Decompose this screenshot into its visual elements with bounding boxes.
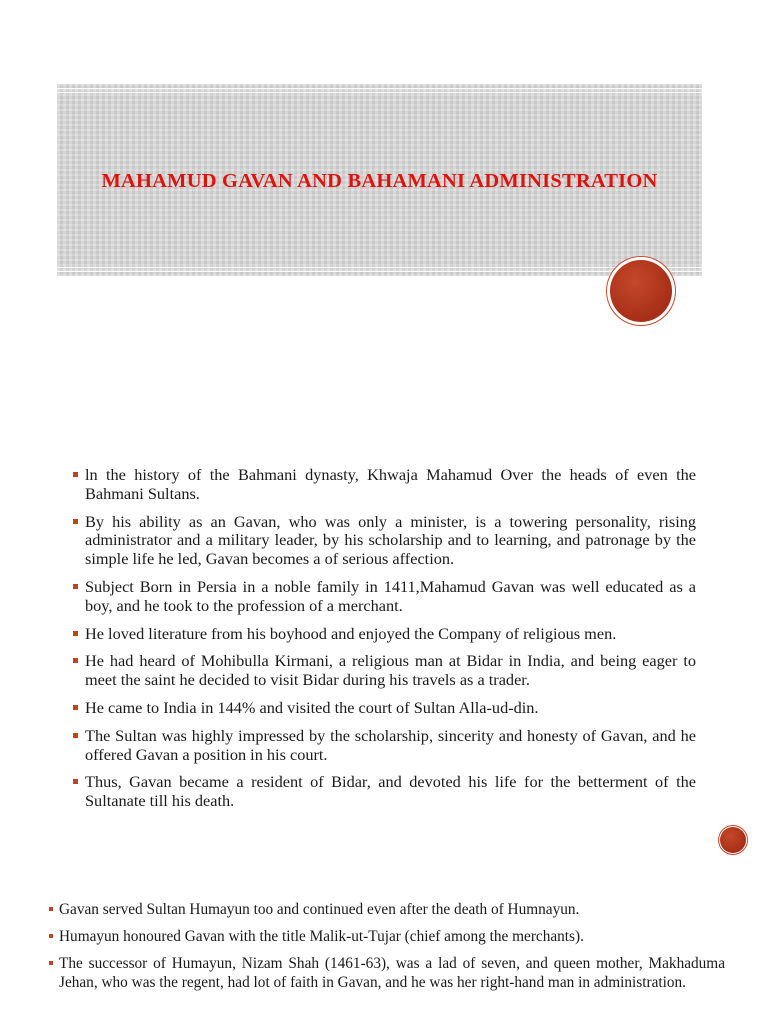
bullet-item: By his ability as an Gavan, who was only a minister, is a towering personality, rising administrator and a military leader, by his scholarship and to learning, and patronage by the simple life he led, Gavan becomes a of serious affection. — [72, 513, 696, 569]
bullet-item: Gavan served Sultan Humayun too and continued even after the death of Humnayun. — [48, 900, 725, 919]
bullet-marker-icon — [73, 519, 78, 524]
bullet-item: Thus, Gavan became a resident of Bidar, and devoted his life for the betterment of the Sultanate till his death. — [72, 773, 696, 811]
bullet-marker-icon — [49, 961, 53, 965]
band-line — [57, 92, 702, 93]
bullet-marker-icon — [73, 779, 78, 784]
bullet-marker-icon — [73, 733, 78, 738]
bullet-marker-icon — [73, 472, 78, 477]
bullet-list — [72, 466, 696, 820]
bullet-item: He had heard of Mohibulla Kirmani, a religious man at Bidar in India, and being eager to meet the saint he decided to visit Bidar during his travels as a trader. — [72, 652, 696, 690]
band-line — [57, 271, 702, 272]
decorative-circle-small — [718, 825, 748, 855]
title-band — [57, 84, 702, 276]
slide-title: MAHAMUD GAVAN AND BAHAMANI ADMINISTRATION — [101, 170, 658, 192]
bullet-marker-icon — [73, 631, 78, 636]
bullet-marker-icon — [73, 584, 78, 589]
bullet-marker-icon — [73, 705, 78, 710]
bullet-item: Subject Born in Persia in a noble family in 1411,Mahamud Gavan was well educated as a boy, and he took to the profession of a merchant. — [72, 578, 696, 616]
decorative-circle-large — [606, 256, 676, 326]
bullet-item: He came to India in 144% and visited the court of Sultan Alla-ud-din. — [72, 699, 696, 718]
bullet-item: He loved literature from his boyhood and enjoyed the Company of religious men. — [72, 625, 696, 644]
bullet-item: The Sultan was highly impressed by the scholarship, sincerity and honesty of Gavan, and he offered Gavan a position in his court. — [72, 727, 696, 765]
bullet-marker-icon — [73, 658, 78, 663]
bullet-marker-icon — [49, 907, 53, 911]
bullet-list-continued — [48, 900, 725, 1000]
bullet-item: The successor of Humayun, Nizam Shah (1461-63), was a lad of seven, and queen mother, Makhaduma Jehan, who was the regent, had lot of faith in Gavan, and he was her right-hand man in administration. — [48, 954, 725, 992]
bullet-item: Humayun honoured Gavan with the title Malik-ut-Tujar (chief among the merchants). — [48, 927, 725, 946]
band-line — [57, 88, 702, 89]
bullet-item: ln the history of the Bahmani dynasty, Khwaja Mahamud Over the heads of even the Bahmani Sultans. — [72, 466, 696, 504]
band-line — [57, 267, 702, 268]
bullet-marker-icon — [49, 934, 53, 938]
